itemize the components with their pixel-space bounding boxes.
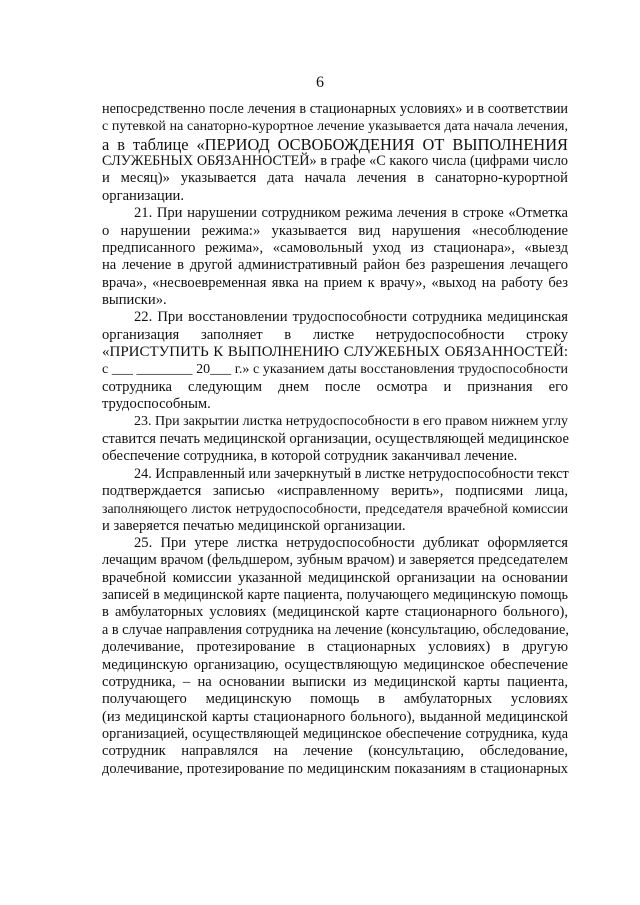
text-line: «ПРИСТУПИТЬ К ВЫПОЛНЕНИЮ СЛУЖЕБНЫХ ОБЯЗАННОСТЕЙ: xyxy=(102,344,568,361)
text-line: сотрудника следующим днем после осмотра и признания его xyxy=(102,378,568,395)
document-body xyxy=(102,101,568,778)
text-line: трудоспособным. xyxy=(102,396,211,413)
text-line: организацией, осуществляющей медицинское обеспечение сотрудника, куда xyxy=(102,725,568,742)
text-line: а в таблице «ПЕРИОД ОСВОБОЖДЕНИЯ ОТ ВЫПОЛНЕНИЯ xyxy=(102,134,568,154)
text-line: и месяц)» указывается дата начала лечения в санаторно-курортной xyxy=(102,170,568,187)
text-line: с ___ ________ 20___ г.» с указанием даты восстановления трудоспособности xyxy=(102,362,568,378)
text-line: с путевкой на санаторно-курортное лечение указывается дата начала лечения, xyxy=(102,119,568,135)
text-line: заполняющего листок нетрудоспособности, председателя врачебной комиссии xyxy=(102,501,568,517)
text-line: подтверждается записью «исправленному верить», подписями лица, xyxy=(102,482,568,499)
text-line: долечивание, протезирование в стационарных условиях) в другую xyxy=(102,639,568,656)
text-line: сотрудник направлялся на лечение (консультацию, обследование, xyxy=(102,743,568,760)
paragraph-start-line: 21. При нарушении сотрудником режима лечения в строке «Отметка xyxy=(134,205,568,222)
text-line: а в случае направления сотрудника на лечение (консультацию, обследование, xyxy=(102,621,569,638)
paragraph-start-line: 22. При восстановлении трудоспособности сотрудника медицинская xyxy=(134,309,568,326)
text-line: врачебной комиссии указанной медицинской организации на основании xyxy=(102,569,568,586)
text-line: обеспечение сотрудника, в которой сотрудник заканчивал лечение. xyxy=(102,448,518,465)
text-line: записей в медицинской карте пациента, получающего медицинскую помощь xyxy=(102,587,568,604)
text-line: на лечение в другой административный район без разрешения лечащего xyxy=(102,257,568,274)
paragraph-start-line: 24. Исправленный или зачеркнутый в листке нетрудоспособности текст xyxy=(134,465,569,482)
text-line: лечащим врачом (фельдшером, зубным врачом) и заверяется председателем xyxy=(102,552,568,569)
text-line: медицинскую организацию, осуществляющую медицинское обеспечение xyxy=(102,656,568,673)
paragraph-start-line: 25. При утере листка нетрудоспособности дубликат оформляется xyxy=(134,534,568,551)
paragraph-start-line: 23. При закрытии листка нетрудоспособности в его правом нижнем углу xyxy=(134,414,568,430)
page-number: 6 xyxy=(316,74,324,91)
text-line: и заверяется печатью медицинской организации. xyxy=(102,517,406,534)
text-line: (из медицинской карты стационарного больного), выданной медицинской xyxy=(102,708,568,725)
text-line: организации. xyxy=(102,187,184,204)
text-line: сотрудника, – на основании выписки из медицинской карты пациента, xyxy=(102,673,568,690)
text-line: ставится печать медицинской организации, осуществляющей медицинское xyxy=(102,430,569,447)
text-line: о нарушении режима:» указывается вид нарушения «несоблюдение xyxy=(102,222,568,239)
text-line: СЛУЖЕБНЫХ ОБЯЗАННОСТЕЙ» в графе «С какого числа (цифрами число xyxy=(102,153,568,170)
text-line: получающего медицинскую помощь в амбулаторных условиях xyxy=(102,691,568,708)
text-line: долечивание, протезирование по медицинским показаниям в стационарных xyxy=(102,760,568,777)
text-line: в амбулаторных условиях (медицинской карте стационарного больного), xyxy=(102,604,568,621)
text-line: врача», «несвоевременная явка на прием к врачу», «выход на работу без xyxy=(102,274,568,291)
text-line: выписки». xyxy=(102,291,167,308)
text-line: непосредственно после лечения в стационарных условиях» и в соответствии xyxy=(102,101,568,117)
text-line: предписанного режима», «самовольный уход из стационара», «выезд xyxy=(102,239,568,256)
text-line: организация заполняет в листке нетрудоспособности строку xyxy=(102,326,568,343)
